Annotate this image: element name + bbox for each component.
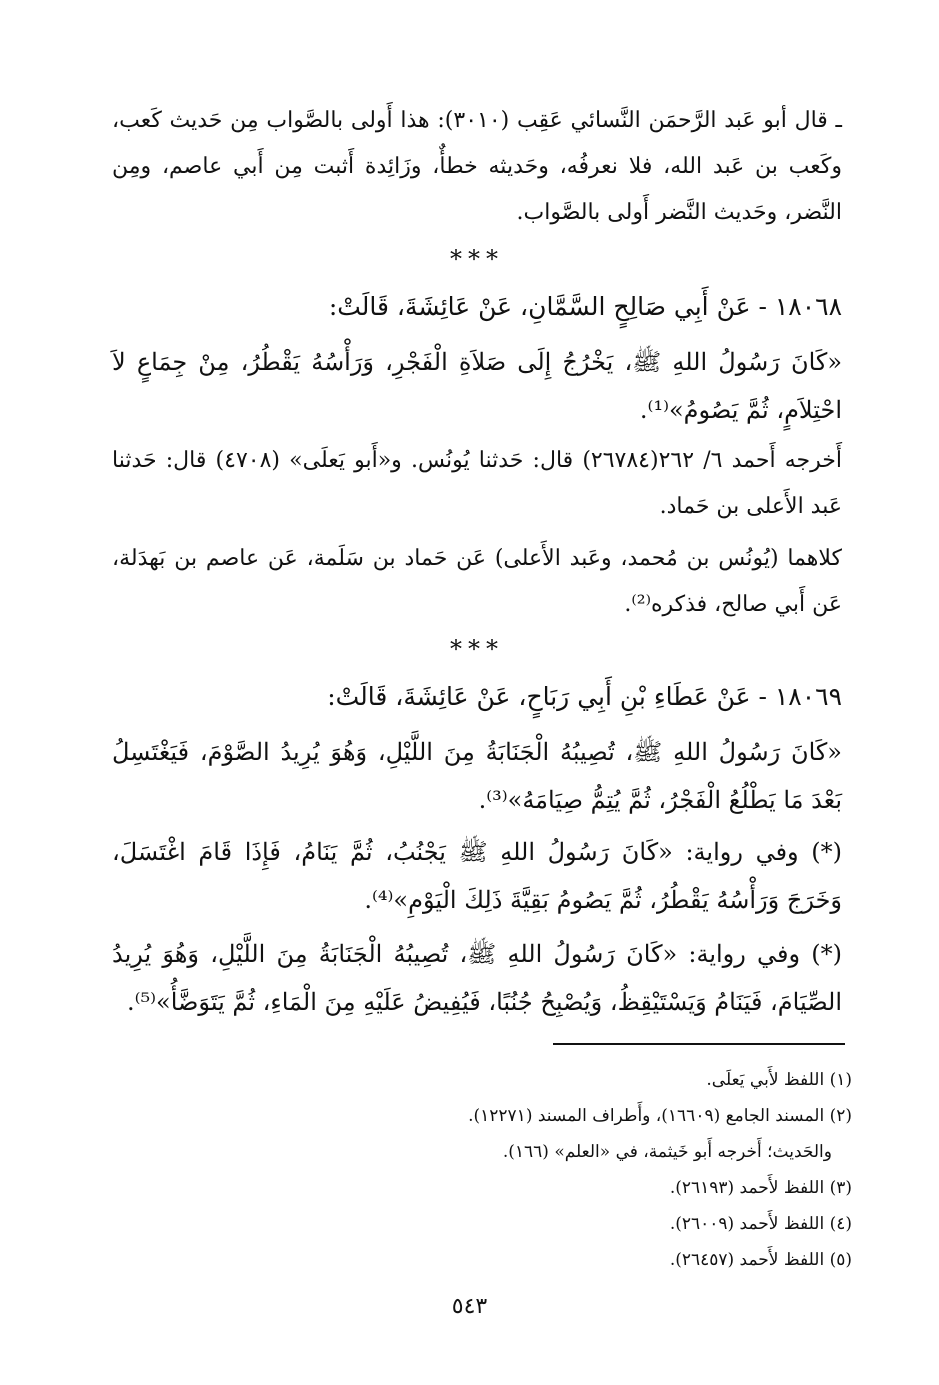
footnote-2-continuation: والحَديث؛ أَخرجه أَبو خَيثمة، في «العلم» (١٦٦). (502, 1142, 832, 1162)
hadith-18069-riwaya-1: (*) وفي رواية: «كَانَ رَسُولُ اللهِ ﷺ يَجْنُبُ، ثُمَّ يَنَامُ، فَإِذَا قَامَ اغْتَسَلَ، وَخَرَجَ وَرَأْسُهُ يَقْطُرُ، ثُمَّ يَصُومُ بَقِيَّةَ ذَلِكَ الْيَوْمِ»⁽⁴⁾. (112, 838, 842, 914)
section-separator: *** (450, 635, 504, 663)
hadith-18069-matn: «كَانَ رَسُولُ اللهِ ﷺ، تُصِيبُهُ الْجَنَابَةُ مِنَ اللَّيْلِ، وَهُوَ يُرِيدُ الصَّوْمَ، فَيَغْتَسِلُ بَعْدَ مَا يَطْلُعُ الْفَجْرُ، ثُمَّ يُتِمُّ صِيَامَهُ»⁽³⁾. (112, 738, 842, 814)
footnote-3: (٣) اللفظ لأَحمد (٢٦١٩٣). (669, 1178, 852, 1198)
hadith-18068-isnad: كلاهما (يُونُس بن مُحمد، وعَبد الأَعلى) عَن حَماد بن سَلَمة، عَن عاصم بن بَهدَلة، عَن أَبي صالح، فذكره⁽²⁾. (112, 546, 842, 617)
intro-paragraph: ـ قال أبو عَبد الرَّحمَن النَّسائي عَقِب (٣٠١٠): هذا أَولى بالصَّواب مِن حَديث كَعب، وكَعب بن عَبد الله، فلا نعرفُه، وحَديثه خطأٌ، وزَائِدة أَثبت مِن أَبي عاصم، ومِن النَّضر، وحَديث النَّضر أَولى بالصَّواب. (112, 108, 842, 225)
page-number: ٥٤٣ (451, 1294, 488, 1319)
footnote-2: (٢) المسند الجامع (١٦٦٠٩)، وأَطراف المسند (١٢٢٧١). (468, 1106, 852, 1126)
footnote-1: (١) اللفظ لأَبي يَعلَى. (706, 1070, 852, 1090)
hadith-18069-riwaya-2: (*) وفي رواية: «كَانَ رَسُولُ اللهِ ﷺ، تُصِيبُهُ الْجَنَابَةُ مِنَ اللَّيْلِ، وَهُوَ يُرِيدُ الصِّيَامَ، فَيَنَامُ وَيَسْتَيْقِظُ، وَيُصْبِحُ جُنُبًا، فَيُفِيضُ عَلَيْهِ مِنَ الْمَاءِ، ثُمَّ يَتَوَضَّأُ»⁽⁵⁾. (112, 940, 842, 1016)
footnote-separator-rule (553, 1043, 845, 1045)
hadith-18069-heading: ١٨٠٦٩ - عَنْ عَطَاءِ بْنِ أَبِي رَبَاحٍ، عَنْ عَائِشَةَ، قَالَتْ: (327, 682, 842, 711)
hadith-18068-heading: ١٨٠٦٨ - عَنْ أَبِي صَالِحٍ السَّمَّانِ، عَنْ عَائِشَةَ، قَالَتْ: (328, 292, 842, 321)
hadith-18068-takhrij: أَخرجه أَحمد ٦/ ٢٦٢(٢٦٧٨٤) قال: حَدثنا يُونُس. و«أَبو يَعلَى» (٤٧٠٨) قال: حَدثنا عَبد الأَعلى بن حَماد. (112, 448, 842, 519)
section-separator: *** (450, 245, 504, 273)
footnote-4: (٤) اللفظ لأَحمد (٢٦٠٠٩). (669, 1214, 852, 1234)
footnote-5: (٥) اللفظ لأَحمد (٢٦٤٥٧). (669, 1250, 852, 1270)
footnotes (112, 1062, 852, 1278)
hadith-18068-matn: «كَانَ رَسُولُ اللهِ ﷺ، يَخْرُجُ إِلَى صَلاَةِ الْفَجْرِ، وَرَأْسُهُ يَقْطُرُ، مِنْ جِمَاعٍ لاَ احْتِلاَمٍ، ثُمَّ يَصُومُ»⁽¹⁾. (112, 348, 842, 424)
